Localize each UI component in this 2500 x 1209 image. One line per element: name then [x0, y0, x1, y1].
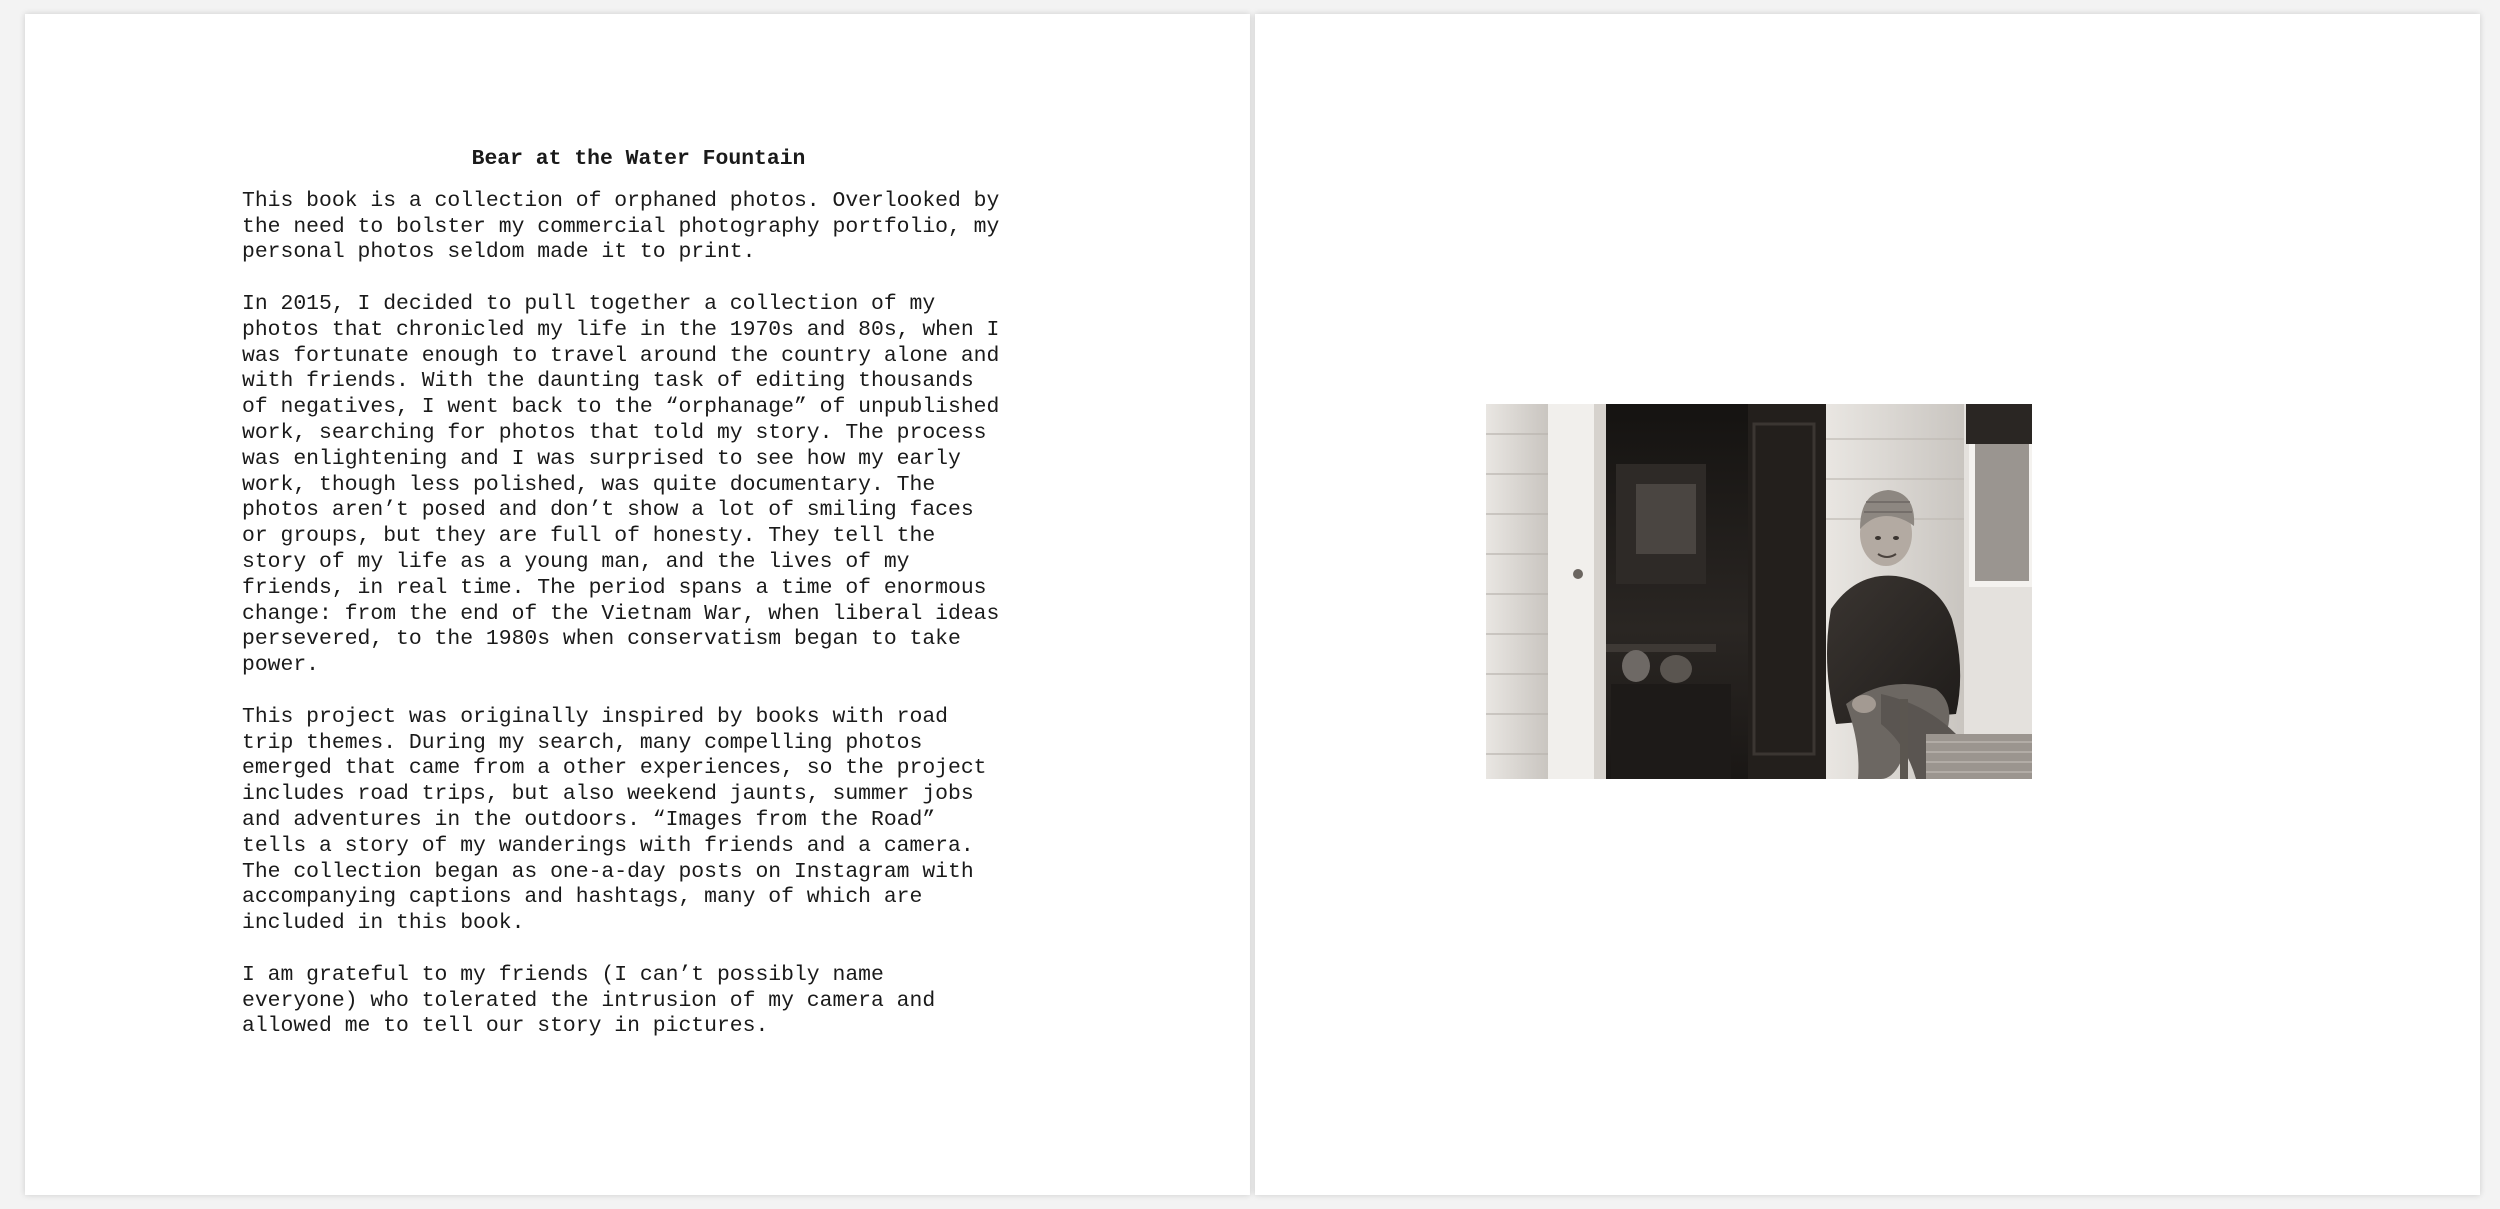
left-page [25, 14, 1250, 1195]
book-title: Bear at the Water Fountain [471, 147, 806, 171]
portrait-photo [1486, 404, 2032, 779]
paragraph-4: I am grateful to my friends (I can’t possibly name everyone) who tolerated the intrusion of my camera and allowed me to tell our story in pictures. [242, 962, 936, 1039]
book-spread [25, 14, 2480, 1195]
paragraph-2: In 2015, I decided to pull together a collection of my photos that chronicled my life in the 1970s and 80s, when I was fortunate enough to travel around the country alone and with friends. With the daunting task of editing thousands of negatives, I went back to the “orphanage” of unpublished work, searching for photos that told my story. The process was enlightening and I was surprised to see how my early work, though less polished, was quite documentary. The photos aren’t posed and don’t show a lot of smiling faces or groups, but they are full of honesty. They tell the story of my life as a young man, and the lives of my friends, in real time. The period spans a time of enormous change: from the end of the Vietnam War, when liberal ideas persevered, to the 1980s when conservatism began to take power. [242, 291, 1000, 678]
paragraph-1: This book is a collection of orphaned photos. Overlooked by the need to bolster my commercial photography portfolio, my personal photos seldom made it to print. [242, 188, 1000, 265]
photo-image [1486, 404, 2032, 779]
paragraph-3: This project was originally inspired by books with road trip themes. During my search, many compelling photos emerged that came from a other experiences, so the project includes road trips, but also weekend jaunts, summer jobs and adventures in the outdoors. “Images from the Road” tells a story of my wanderings with friends and a camera. The collection began as one-a-day posts on Instagram with accompanying captions and hashtags, many of which are included in this book. [242, 704, 987, 936]
text-block [242, 134, 1052, 1066]
